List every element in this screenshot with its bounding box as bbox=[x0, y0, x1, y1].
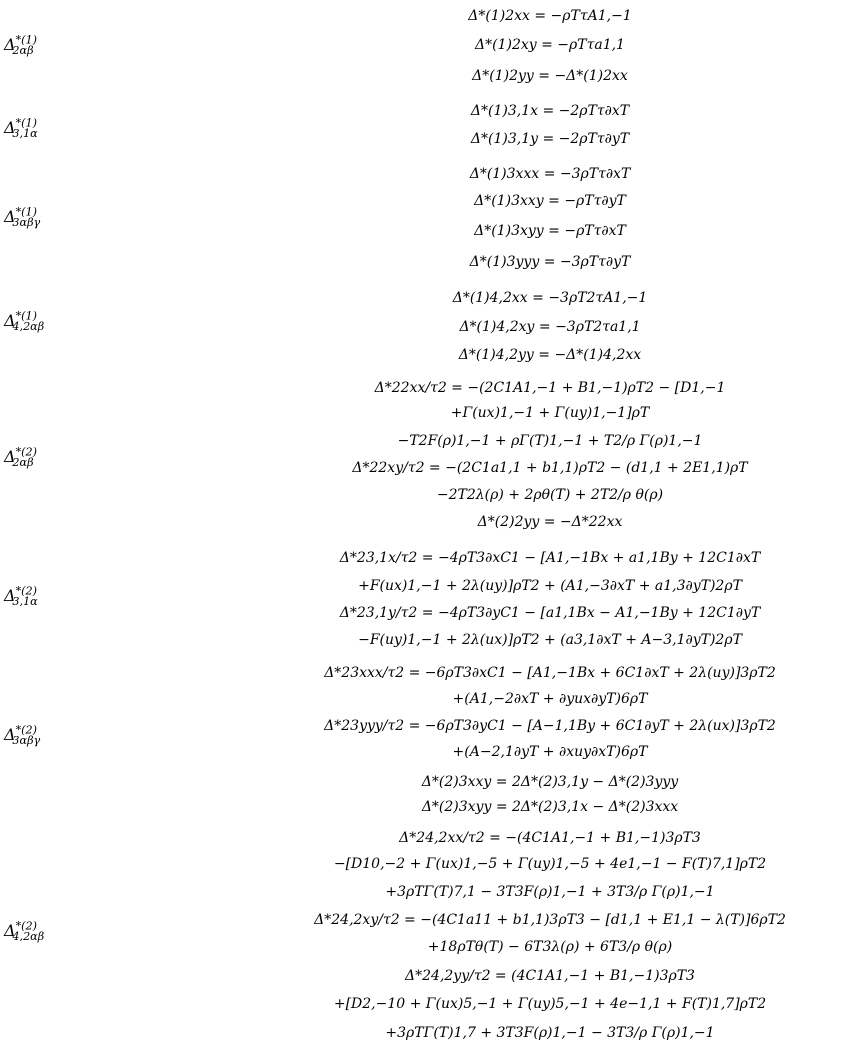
equation-line: Δ*(2)3xyy = 2Δ*(2)3,1x − Δ*(2)3xxx bbox=[421, 799, 679, 815]
equation-line: Δ*(1)3,1x = −2ρTτ∂xT bbox=[470, 103, 630, 119]
equation-line: +(A1,−2∂xT + ∂yux∂yT)6ρT bbox=[452, 691, 648, 707]
equation-line: Δ*22xx/τ2 = −(2C1A1,−1 + B1,−1)ρT2 − [D1,−1 bbox=[374, 380, 726, 396]
group-label: $\Delta^{*(2)}_{2\alpha\beta}$ bbox=[4, 445, 38, 470]
equation-line: −2T2λ(ρ) + 2ρθ(T) + 2T2/ρ θ(ρ) bbox=[436, 487, 664, 503]
group-label: $\Delta^{*(1)}_{4,2\alpha\beta}$ bbox=[4, 309, 45, 334]
equation-line: Δ*(2)2yy = −Δ*22xx bbox=[477, 514, 623, 530]
equation-line: Δ*(1)4,2xx = −3ρT2τA1,−1 bbox=[452, 290, 648, 306]
equation-line: +Γ(ux)1,−1 + Γ(uy)1,−1]ρT bbox=[450, 405, 650, 421]
equation-line: +3ρTΓ(T)7,1 − 3T3F(ρ)1,−1 + 3T3/ρ Γ(ρ)1,−1 bbox=[385, 884, 715, 900]
equation-line: +3ρTΓ(T)1,7 + 3T3F(ρ)1,−1 − 3T3/ρ Γ(ρ)1,−1 bbox=[385, 1025, 715, 1041]
equation-line: Δ*(1)4,2xy = −3ρT2τa1,1 bbox=[459, 319, 641, 335]
equation-line: Δ*23yyy/τ2 = −6ρT3∂yC1 − [A−1,1By + 6C1∂yT + 2λ(ux)]3ρT2 bbox=[324, 718, 776, 734]
group-label: $\Delta^{*(2)}_{4,2\alpha\beta}$ bbox=[4, 919, 45, 944]
equation-line: Δ*(1)3,1y = −2ρTτ∂yT bbox=[470, 131, 630, 147]
equation-line: Δ*(2)3xxy = 2Δ*(2)3,1y − Δ*(2)3yyy bbox=[421, 774, 679, 790]
equation-line: +(A−2,1∂yT + ∂xuy∂xT)6ρT bbox=[452, 744, 648, 760]
equation-line: Δ*(1)3yyy = −3ρTτ∂yT bbox=[469, 254, 631, 270]
equation-line: Δ*(1)2xy = −ρTτa1,1 bbox=[475, 37, 625, 53]
equation-line: −T2F(ρ)1,−1 + ρΓ(T)1,−1 + T2/ρ Γ(ρ)1,−1 bbox=[397, 433, 703, 449]
equation-line: Δ*23,1x/τ2 = −4ρT3∂xC1 − [A1,−1Bx + a1,1By + 12C1∂xT bbox=[339, 550, 761, 566]
equation-line: Δ*(1)3xyy = −ρTτ∂xT bbox=[474, 223, 626, 239]
equation-line: −F(uy)1,−1 + 2λ(ux)]ρT2 + (a3,1∂xT + A−3,1∂yT)2ρT bbox=[358, 632, 742, 648]
equation-line: +[D2,−10 + Γ(ux)5,−1 + Γ(uy)5,−1 + 4e−1,1 + F(T)1,7]ρT2 bbox=[333, 996, 767, 1012]
equation-line: Δ*24,2xx/τ2 = −(4C1A1,−1 + B1,−1)3ρT3 bbox=[399, 830, 701, 846]
group-label: $\Delta^{*(1)}_{3\alpha\beta\gamma}$ bbox=[4, 205, 41, 230]
group-label: $\Delta^{*(1)}_{2\alpha\beta}$ bbox=[4, 33, 38, 58]
equation-line: Δ*24,2yy/τ2 = (4C1A1,−1 + B1,−1)3ρT3 bbox=[405, 968, 695, 984]
group-label: $\Delta^{*(2)}_{3,1\alpha}$ bbox=[4, 584, 38, 609]
equation-line: Δ*(1)3xxx = −3ρTτ∂xT bbox=[469, 166, 631, 182]
equation-line: Δ*(1)3xxy = −ρTτ∂yT bbox=[474, 193, 626, 209]
equation-line: Δ*24,2xy/τ2 = −(4C1a11 + b1,1)3ρT3 − [d1,1 + E1,1 − λ(T)]6ρT2 bbox=[314, 912, 786, 928]
equation-line: −[D10,−2 + Γ(ux)1,−5 + Γ(uy)1,−5 + 4e1,−1 − F(T)7,1]ρT2 bbox=[333, 856, 767, 872]
equation-line: Δ*23,1y/τ2 = −4ρT3∂yC1 − [a1,1Bx − A1,−1By + 12C1∂yT bbox=[339, 605, 761, 621]
equation-line: Δ*23xxx/τ2 = −6ρT3∂xC1 − [A1,−1Bx + 6C1∂xT + 2λ(uy)]3ρT2 bbox=[324, 665, 776, 681]
group-label: $\Delta^{*(2)}_{3\alpha\beta\gamma}$ bbox=[4, 723, 41, 748]
group-label: $\Delta^{*(1)}_{3,1\alpha}$ bbox=[4, 116, 38, 141]
equation-line: +F(ux)1,−1 + 2λ(uy)]ρT2 + (A1,−3∂xT + a1,3∂yT)2ρT bbox=[358, 578, 742, 594]
equation-line: Δ*22xy/τ2 = −(2C1a1,1 + b1,1)ρT2 − (d1,1 + 2E1,1)ρT bbox=[352, 460, 748, 476]
equation-line: Δ*(1)2xx = −ρTτA1,−1 bbox=[468, 8, 632, 24]
equation-line: +18ρTθ(T) − 6T3λ(ρ) + 6T3/ρ θ(ρ) bbox=[427, 939, 673, 955]
equation-line: Δ*(1)2yy = −Δ*(1)2xx bbox=[472, 68, 628, 84]
equation-line: Δ*(1)4,2yy = −Δ*(1)4,2xx bbox=[458, 347, 642, 363]
